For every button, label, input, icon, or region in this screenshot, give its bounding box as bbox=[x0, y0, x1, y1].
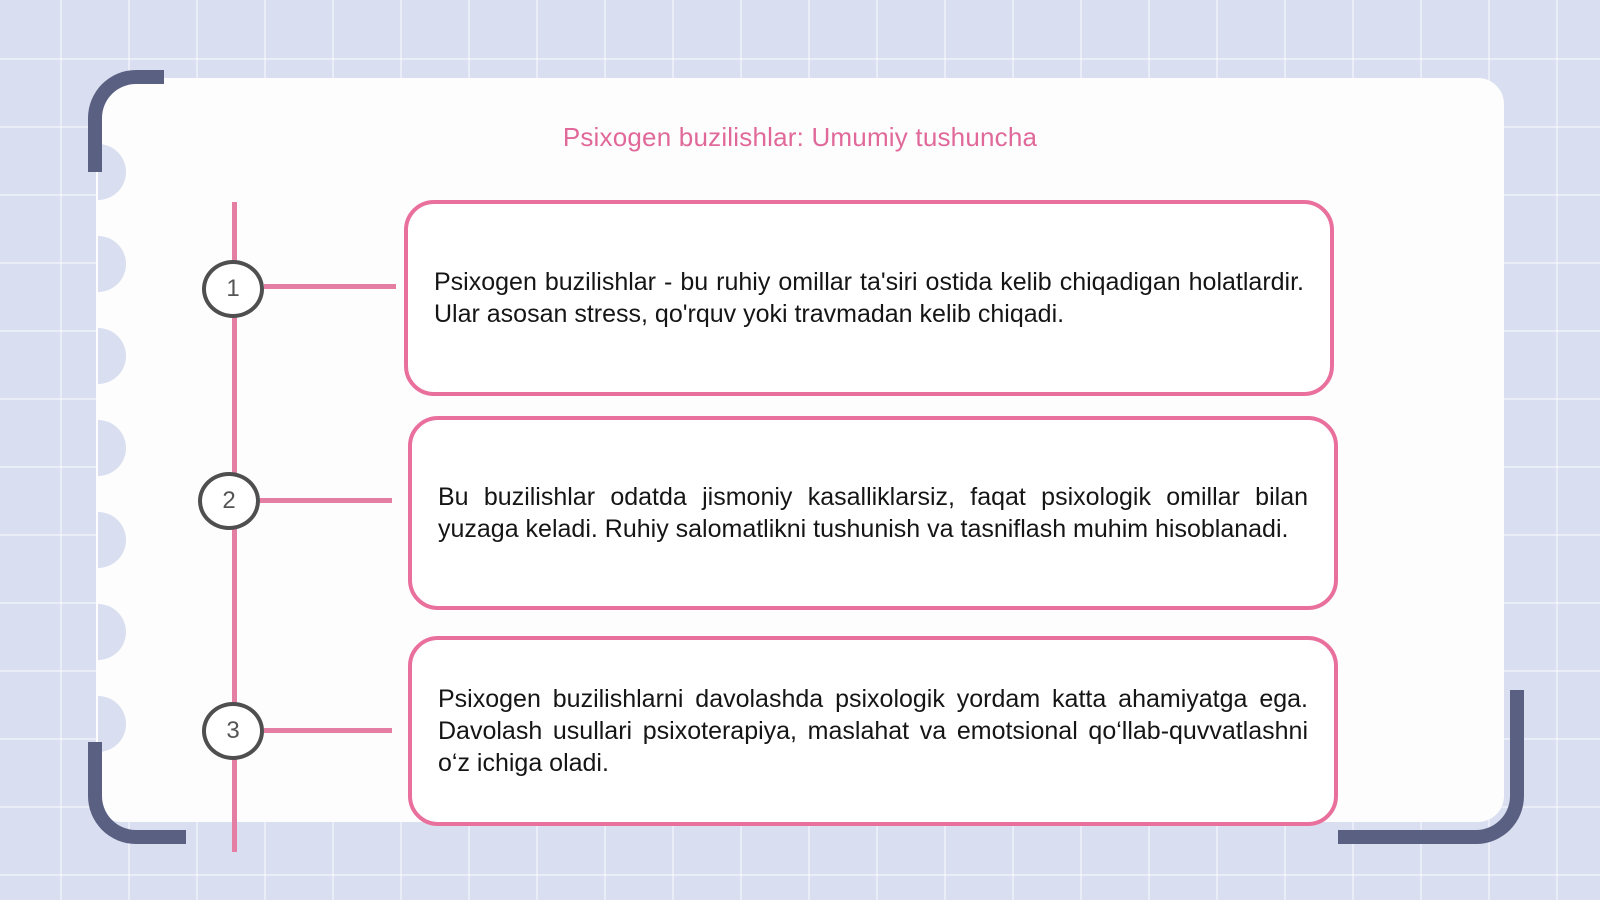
corner-bracket-top-left bbox=[88, 70, 164, 172]
corner-bracket-bottom-right bbox=[1338, 690, 1524, 844]
timeline-node-3 bbox=[202, 702, 264, 760]
timeline-card-2 bbox=[408, 416, 1338, 610]
timeline-card-text: Psixogen buzilishlar - bu ruhiy omillar ta'siri ostida kelib chiqadigan holatlardir. Ular asosan stress, qo'rquv yoki travmadan kelib chiqadi. bbox=[434, 268, 1304, 328]
timeline-connector-1 bbox=[264, 284, 396, 289]
timeline-node-number: 2 bbox=[222, 487, 236, 514]
timeline-node-2 bbox=[198, 472, 260, 530]
corner-bracket-bottom-left bbox=[88, 742, 186, 844]
timeline-node-1 bbox=[202, 260, 264, 318]
timeline-node-number: 1 bbox=[226, 275, 240, 302]
slide-title: Psixogen buzilishlar: Umumiy tushuncha bbox=[562, 122, 1038, 152]
timeline-connector-3 bbox=[264, 728, 392, 733]
timeline-connector-2 bbox=[260, 498, 392, 503]
timeline-card-text: Bu buzilishlar odatda jismoniy kasalliklarsiz, faqat psixologik omillar bilan yuzaga keladi. Ruhiy salomatlikni tushunish va tasniflash muhim hisoblanadi. bbox=[438, 483, 1308, 543]
timeline-card-text: Psixogen buzilishlarni davolashda psixologik yordam katta ahamiyatga ega. Davolash usullari psixoterapiya, maslahat va emotsional qo‘llab-quvvatlashni o‘z ichiga oladi. bbox=[438, 685, 1308, 777]
timeline-card-3 bbox=[408, 636, 1338, 826]
timeline-node-number: 3 bbox=[226, 717, 240, 744]
timeline-card-1 bbox=[404, 200, 1334, 396]
